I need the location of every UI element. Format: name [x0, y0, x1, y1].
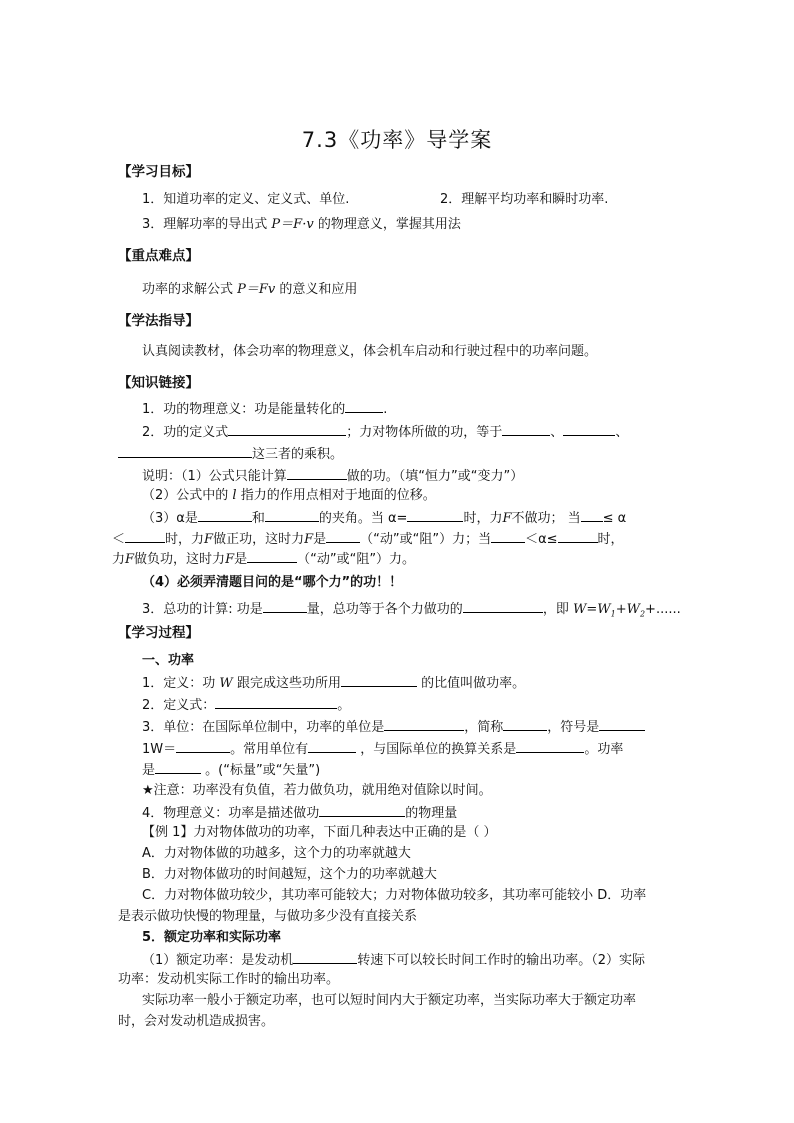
blank[interactable]	[503, 717, 547, 731]
blank[interactable]	[319, 803, 405, 817]
section-heading-keypoints: 【重点难点】	[118, 248, 199, 264]
rated-power-line-4: 时，会对发动机造成损害。	[118, 1014, 275, 1029]
example-option-d: 是表示做功快慢的物理量，与做功多少没有直接关系	[118, 909, 418, 924]
blank[interactable]	[287, 466, 347, 480]
blank[interactable]	[263, 599, 307, 613]
knowledge-note-2: （2）公式中的 l 指力的作用点相对于地面的位移。	[142, 488, 436, 503]
subheading-rated-power: 5．额定功率和实际功率	[142, 930, 282, 945]
knowledge-line-3: 这三者的乘积。	[118, 444, 343, 464]
process-line-3: 3．单位：在国际单位制中，功率的单位是 ，简称 ，符号是	[142, 717, 645, 737]
blank[interactable]	[463, 599, 543, 613]
example-1-question: 【例 1】力对物体做功的功率，下面几种表达中正确的是（ ）	[142, 825, 497, 840]
knowledge-note-1: 说明：（1）公式只能计算 做的功。（填“恒力”或“变力”）	[142, 466, 523, 486]
section-heading-method: 【学法指导】	[118, 313, 199, 329]
keypoint-text: 功率的求解公式 P＝Fv 的意义和应用	[142, 282, 358, 297]
rated-power-line-2: 功率：发动机实际工作时的输出功率。	[118, 972, 340, 987]
example-option-b: B．力对物体做功的时间越短，这个力的功率就越大	[142, 867, 437, 882]
blank[interactable]	[407, 508, 463, 522]
objective-3: 3．理解功率的导出式 P＝F·v 的物理意义，掌握其用法	[142, 217, 461, 232]
section-heading-knowledge: 【知识链接】	[118, 375, 199, 391]
rated-power-line-1: （1）额定功率：是发动机 转速下可以较长时间工作时的输出功率。（2）实际	[142, 950, 645, 970]
blank[interactable]	[198, 508, 252, 522]
process-line-2: 2．定义式： 。	[142, 695, 350, 715]
blank[interactable]	[215, 695, 337, 709]
process-line-6: 4．物理意义：功率是描述做功 的物理量	[142, 803, 457, 823]
page-title: 7.3《功率》导学案	[301, 128, 493, 152]
blank[interactable]	[125, 529, 165, 543]
example-option-a: A．力对物体做的功越多，这个力的功率就越大	[142, 846, 411, 861]
blank[interactable]	[118, 444, 252, 458]
knowledge-note-3-cont: ＜ 时，力F做正功，这时力F是 （“动”或“阻”）力；当 ＜α≤ 时，	[112, 529, 624, 549]
knowledge-line-total: 3．总功的计算: 功是 量，总功等于各个力做功的 ，即 $W=W_1+W_2+$......	[142, 599, 681, 624]
blank[interactable]	[176, 739, 230, 753]
blank[interactable]	[247, 549, 297, 563]
blank[interactable]	[558, 529, 598, 543]
process-note: ★注意：功率没有负值，若力做负功，就用绝对值除以时间。	[142, 783, 492, 798]
blank[interactable]	[326, 529, 360, 543]
example-option-c: C．力对物体做功较少，其功率可能较大；力对物体做功较多，其功率可能较小 D．功率	[142, 888, 647, 903]
blank[interactable]	[384, 717, 464, 731]
blank[interactable]	[502, 422, 550, 436]
knowledge-line-2: 2．功的定义式 ；力对物体所做的功，等于 、 、	[142, 422, 628, 442]
blank[interactable]	[491, 529, 525, 543]
process-line-1: 1．定义：功 W 跟完成这些功所用 的比值叫做功率。	[142, 673, 525, 693]
blank[interactable]	[345, 399, 383, 413]
subheading-power: 一、功率	[142, 653, 195, 668]
blank[interactable]	[516, 739, 584, 753]
process-line-4: 1W＝ 。常用单位有 ，与国际单位的换算关系是 。功率	[142, 739, 623, 759]
blank[interactable]	[155, 760, 201, 774]
knowledge-line-1: 1．功的物理意义：功是能量转化的 .	[142, 399, 387, 419]
objective-1: 1．知道功率的定义、定义式、单位.	[142, 192, 350, 207]
blank[interactable]	[293, 950, 357, 964]
blank[interactable]	[341, 673, 417, 687]
blank[interactable]	[265, 508, 319, 522]
blank[interactable]	[228, 422, 346, 436]
knowledge-note-3: （3）α是 和 的夹角。当 α= 时，力F不做功； 当 ≤ α	[142, 508, 626, 528]
blank[interactable]	[599, 717, 645, 731]
process-line-5: 是 。(“标量”或“矢量”)	[142, 760, 320, 780]
blank[interactable]	[581, 508, 603, 522]
method-text: 认真阅读教材，体会功率的物理意义，体会机车启动和行驶过程中的功率问题。	[142, 344, 598, 359]
section-heading-process: 【学习过程】	[118, 625, 199, 641]
section-heading-objectives: 【学习目标】	[118, 164, 199, 180]
blank[interactable]	[308, 739, 356, 753]
blank[interactable]	[563, 422, 615, 436]
rated-power-line-3: 实际功率一般小于额定功率，也可以短时间内大于额定功率，当实际功率大于额定功率	[142, 993, 637, 1008]
objective-2: 2．理解平均功率和瞬时功率.	[440, 192, 609, 207]
knowledge-emphasis: （4）必须弄清题目问的是“哪个力”的功！！	[142, 575, 403, 590]
knowledge-note-3-end: 力F做负功，这时力F是 （“动”或“阻”）力。	[112, 549, 415, 569]
